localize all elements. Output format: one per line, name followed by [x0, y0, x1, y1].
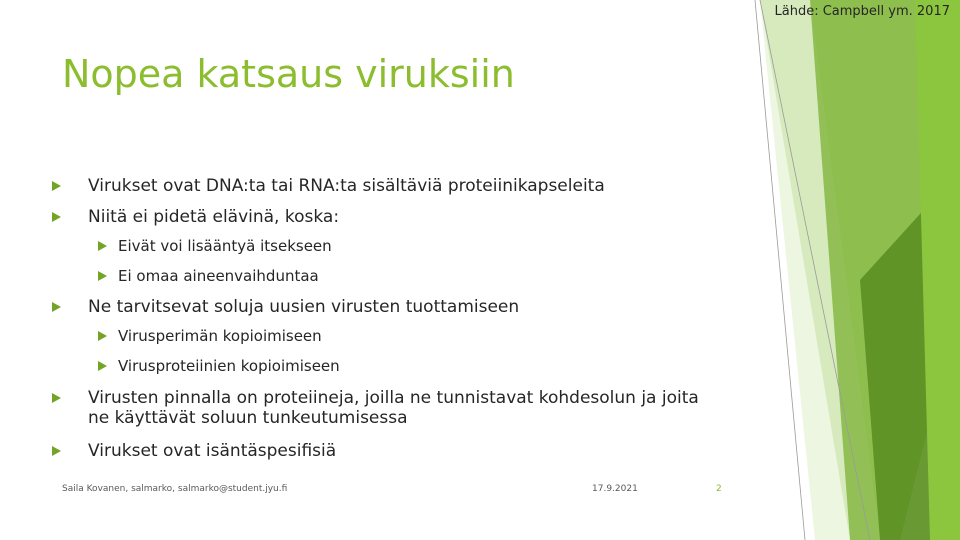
- bullet-text: Virukset ovat isäntäspesifisiä: [88, 441, 337, 461]
- sub-bullet-item-4: [98, 357, 340, 375]
- bullet-text: Virukset ovat DNA:ta tai RNA:ta sisältäviä proteiinikapseleita: [88, 176, 605, 196]
- bullet-item-3: [52, 297, 519, 317]
- source-citation: Lähde: Campbell ym. 2017: [774, 4, 950, 19]
- bullet-text: Virusten pinnalla on proteiineja, joilla ne tunnistavat kohdesolun ja joita ne käyttävät soluun tunkeutumisessa: [88, 388, 699, 428]
- bullet-text: Niitä ei pidetä elävinä, koska:: [88, 207, 340, 227]
- bullet-text: Virusproteiinien kopioimiseen: [118, 357, 340, 375]
- bullet-item-4: [52, 388, 712, 428]
- bullet-item-2: [52, 207, 339, 227]
- bullet-arrow-icon: [52, 446, 61, 456]
- slide-title: Nopea katsaus viruksiin: [62, 52, 515, 96]
- bullet-arrow-icon: [52, 181, 61, 191]
- bullet-text: Eivät voi lisääntyä itsekseen: [118, 237, 332, 255]
- bullet-text: Ei omaa aineenvaihduntaa: [118, 267, 319, 285]
- bullet-arrow-icon: [98, 271, 107, 281]
- footer-author: Saila Kovanen, salmarko, salmarko@student.jyu.fi: [62, 484, 288, 494]
- bullet-arrow-icon: [52, 302, 61, 312]
- sub-bullet-item-2: [98, 267, 319, 285]
- bullet-arrow-icon: [98, 361, 107, 371]
- bullet-arrow-icon: [52, 212, 61, 222]
- sub-bullet-item-3: [98, 327, 322, 345]
- bullet-text: Virusperimän kopioimiseen: [118, 327, 322, 345]
- sub-bullet-item-1: [98, 237, 332, 255]
- bullet-item-5: [52, 441, 336, 461]
- slide-number: 2: [716, 484, 722, 494]
- bullet-text: Ne tarvitsevat soluja uusien virusten tuottamiseen: [88, 297, 520, 317]
- bullet-arrow-icon: [52, 393, 61, 403]
- bullet-arrow-icon: [98, 331, 107, 341]
- bullet-arrow-icon: [98, 241, 107, 251]
- footer-date: 17.9.2021: [592, 484, 638, 494]
- bullet-item-1: [52, 176, 605, 196]
